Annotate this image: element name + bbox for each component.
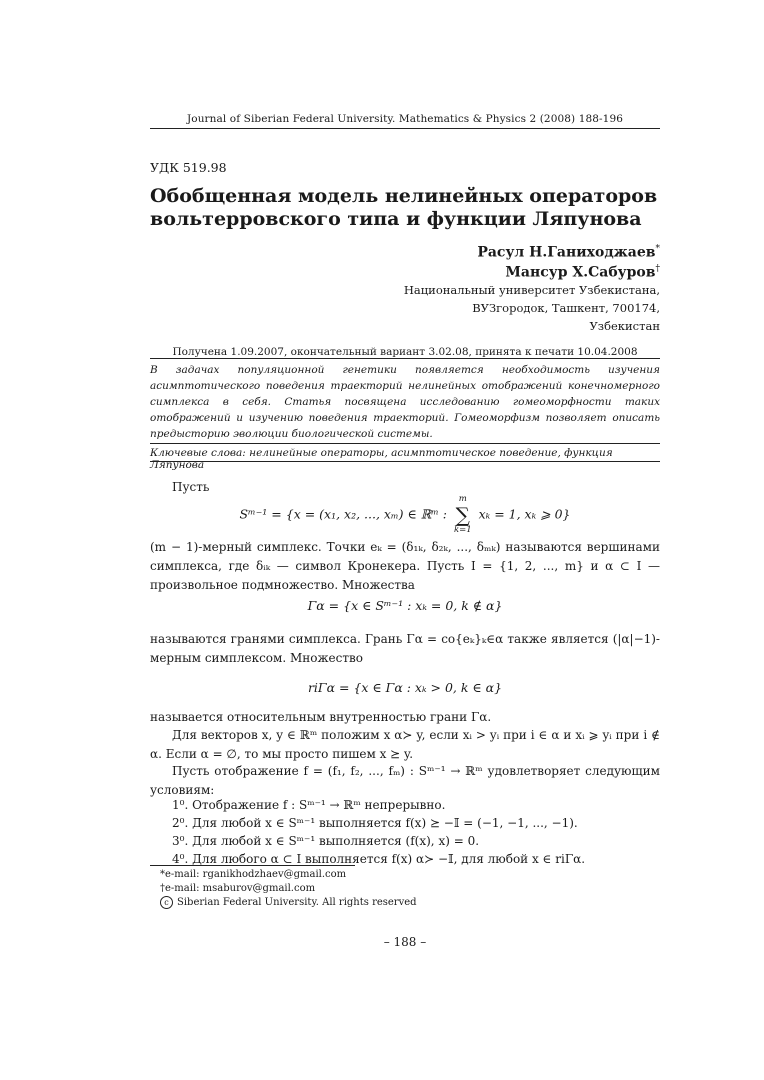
equation-faces: Γα = {x ∈ Sᵐ⁻¹ : xₖ = 0, k ∉ α}: [307, 598, 503, 613]
received-dates: Получена 1.09.2007, окончательный вариант 3.02.08, принята к печати 10.04.2008: [172, 346, 638, 358]
paragraph-interior: называется относительным внутренностью грани Γα.: [150, 710, 492, 724]
header-rule: [150, 128, 660, 129]
journal-header: Journal of Siberian Federal University. Mathematics & Physics 2 (2008) 188-196: [186, 113, 624, 125]
author-1: [477, 244, 660, 261]
affiliation-line-1: Национальный университет Узбекистана,: [403, 283, 660, 297]
copyright-icon: c: [160, 896, 173, 909]
author-2-name: Мансур Х.Сабуров: [505, 264, 656, 281]
paragraph-intro: Пусть: [172, 480, 210, 494]
author-2-mark: †: [655, 264, 660, 274]
sum-sign: ∑: [455, 503, 470, 527]
copyright-text: Siberian Federal University. All rights reserved: [177, 897, 417, 908]
paragraph-vertices: (m − 1)-мерный симплекс. Точки eₖ = (δ₁ₖ, δ₂ₖ, ..., δₘₖ) называются вершинами симплекса, где δᵢₖ — символ Кронекера. Пусть I = {1, 2, ..., m} и α ⊂ I — произвольное подмножество. Множества: [150, 540, 660, 592]
affiliation-line-2: ВУЗгородок, Ташкент, 700174,: [472, 301, 660, 315]
title-line-1: Обобщенная модель нелинейных операторов: [150, 185, 658, 207]
udc-code: УДК 519.98: [150, 160, 227, 175]
condition-3: 3⁰. Для любой x ∈ Sᵐ⁻¹ выполняется (f(x), x) = 0.: [172, 834, 480, 848]
sum-lower-limit: k=1: [453, 525, 472, 535]
condition-4: 4⁰. Для любого α ⊂ I выполняется f(x) α≻ −𝕀, для любой x ∈ riΓα.: [172, 852, 586, 866]
equation-simplex: [150, 494, 660, 536]
keywords-rule: [150, 461, 660, 462]
condition-2: 2⁰. Для любой x ∈ Sᵐ⁻¹ выполняется f(x) ⪰ −𝕀 = (−1, −1, ..., −1).: [172, 816, 578, 830]
author-1-name: Расул Н.Ганиходжаев: [477, 244, 656, 261]
equation-simplex-right: xₖ = 1, xₖ ⩾ 0}: [478, 506, 571, 522]
author-2: [505, 264, 660, 281]
title-line-2: вольтерровского типа и функции Ляпунова: [150, 208, 642, 230]
footnote-rule: [150, 865, 355, 866]
abstract-bottom-rule: [150, 443, 660, 444]
affiliation: [404, 281, 660, 335]
condition-1: 1⁰. Отображение f : Sᵐ⁻¹ → ℝᵐ непрерывно.: [172, 798, 446, 812]
affiliation-line-3: Узбекистан: [589, 319, 660, 333]
page-number: – 188 –: [383, 935, 427, 949]
sum-upper-limit: m: [458, 494, 467, 504]
equation-simplex-left: Sᵐ⁻¹ = {x = (x₁, x₂, ..., xₘ) ∈ ℝᵐ :: [239, 506, 447, 522]
footnote-email-2: †e-mail: msaburov@gmail.com: [160, 883, 316, 894]
equation-interior: riΓα = {x ∈ Γα : xₖ > 0, k ∈ α}: [307, 680, 503, 695]
paragraph-vectors: Для векторов x, y ∈ ℝᵐ положим x α≻ y, если xᵢ > yᵢ при i ∈ α и xᵢ ⩾ yᵢ при i ∉ α. Если α = ∅, то мы просто пишем x ⪰ y.: [150, 728, 660, 761]
footnote-copyright: [160, 896, 417, 909]
paragraph-mapping: Пусть отображение f = (f₁, f₂, ..., fₘ) : Sᵐ⁻¹ → ℝᵐ удовлетворяет следующим условиям:: [150, 764, 660, 797]
footnote-email-1: *e-mail: rganikhodzhaev@gmail.com: [160, 869, 347, 880]
keywords: Ключевые слова: нелинейные операторы, асимптотическое поведение, функция Ляпунова: [150, 447, 613, 471]
paper-title: [150, 185, 670, 231]
paragraph-faces: называются гранями симплекса. Грань Γα = co{eₖ}ₖ∈α также является (|α|−1)-мерным симплексом. Множество: [150, 632, 660, 665]
abstract: В задачах популяционной генетики появляется необходимость изучения асимптотического поведения траекторий нелинейных отображений конечномерного симплекса в себя. Статья посвящена исследованию гомеоморфности таких отображений и изучению поведения траекторий. Гомеоморфизм позволяет описать предысторию эволюции биологической системы.: [150, 364, 660, 440]
abstract-top-rule: [150, 358, 660, 359]
author-1-mark: *: [655, 244, 660, 254]
sum-symbol: [454, 494, 472, 536]
